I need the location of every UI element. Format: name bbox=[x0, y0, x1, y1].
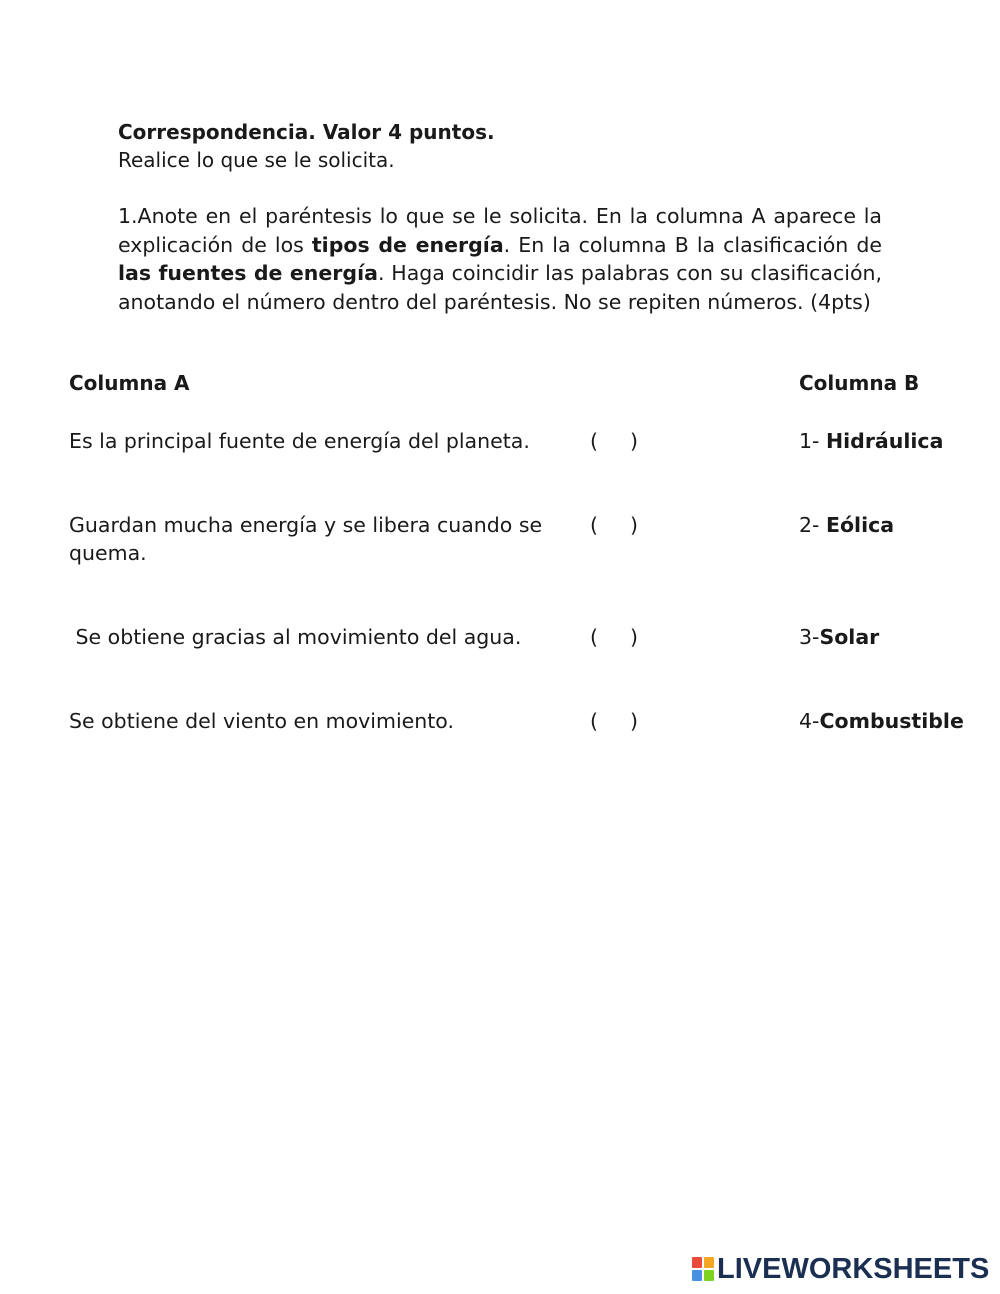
logo-mark-v bbox=[692, 1270, 702, 1281]
row-2-description: Guardan mucha energía y se libera cuando se quema. bbox=[69, 513, 543, 565]
option-3 bbox=[799, 623, 879, 651]
option-3-label: Solar bbox=[819, 625, 880, 649]
row-3-close-paren: ) bbox=[630, 625, 638, 649]
section-subtitle: Realice lo que se le solicita. bbox=[118, 148, 395, 172]
option-4 bbox=[799, 707, 964, 735]
row-2-close-paren: ) bbox=[630, 513, 638, 537]
instructions-bold-1: tipos de energía bbox=[311, 232, 504, 257]
logo-mark-i bbox=[704, 1257, 714, 1268]
row-3-open-paren: ( bbox=[590, 625, 598, 649]
liveworksheets-logo-text: LIVEWORKSHEETS bbox=[717, 1252, 990, 1285]
logo-mark-l bbox=[692, 1257, 702, 1268]
option-4-number: 4- bbox=[799, 709, 820, 733]
instructions-part-2: . En la columna B la clasificación de bbox=[503, 232, 882, 257]
row-4-close-paren: ) bbox=[630, 709, 638, 733]
instructions-paragraph bbox=[118, 202, 882, 316]
instructions-part-1: 1.Anote en el paréntesis lo que se le solicita. En la columna A aparece la explicación de los bbox=[118, 204, 882, 257]
section-title: Correspondencia. Valor 4 puntos. bbox=[118, 120, 495, 144]
instructions-part-3: . Haga coincidir las palabras con su clasificación, anotando el número dentro del paréntesis. No se repiten números. (4pts) bbox=[118, 261, 883, 314]
row-1-close-paren: ) bbox=[630, 429, 638, 453]
row-4-description: Se obtiene del viento en movimiento. bbox=[69, 709, 454, 733]
column-a-heading: Columna A bbox=[69, 371, 190, 395]
logo-mark-e bbox=[704, 1270, 714, 1281]
option-1-label: Hidráulica bbox=[825, 429, 944, 453]
option-4-label: Combustible bbox=[819, 709, 964, 733]
header-block bbox=[118, 118, 882, 316]
option-3-number: 3- bbox=[799, 625, 820, 649]
row-1-open-paren: ( bbox=[590, 429, 598, 453]
row-3-description: Se obtiene gracias al movimiento del agua. bbox=[69, 625, 522, 649]
option-1 bbox=[799, 427, 943, 455]
row-1-description: Es la principal fuente de energía del planeta. bbox=[69, 429, 530, 453]
option-2-number: 2- bbox=[799, 513, 826, 537]
column-b-heading: Columna B bbox=[799, 371, 920, 395]
row-2-answer-input[interactable] bbox=[600, 513, 628, 539]
instructions-bold-2: las fuentes de energía bbox=[118, 261, 378, 285]
row-1-answer-input[interactable] bbox=[600, 429, 628, 455]
liveworksheets-logo-icon bbox=[692, 1257, 714, 1281]
liveworksheets-logo bbox=[692, 1254, 989, 1284]
option-2 bbox=[799, 511, 894, 539]
option-1-number: 1- bbox=[799, 429, 826, 453]
row-3-answer-input[interactable] bbox=[600, 625, 628, 651]
row-2-open-paren: ( bbox=[590, 513, 598, 537]
option-2-label: Eólica bbox=[825, 513, 895, 537]
row-4-open-paren: ( bbox=[590, 709, 598, 733]
row-4-answer-input[interactable] bbox=[600, 709, 628, 735]
